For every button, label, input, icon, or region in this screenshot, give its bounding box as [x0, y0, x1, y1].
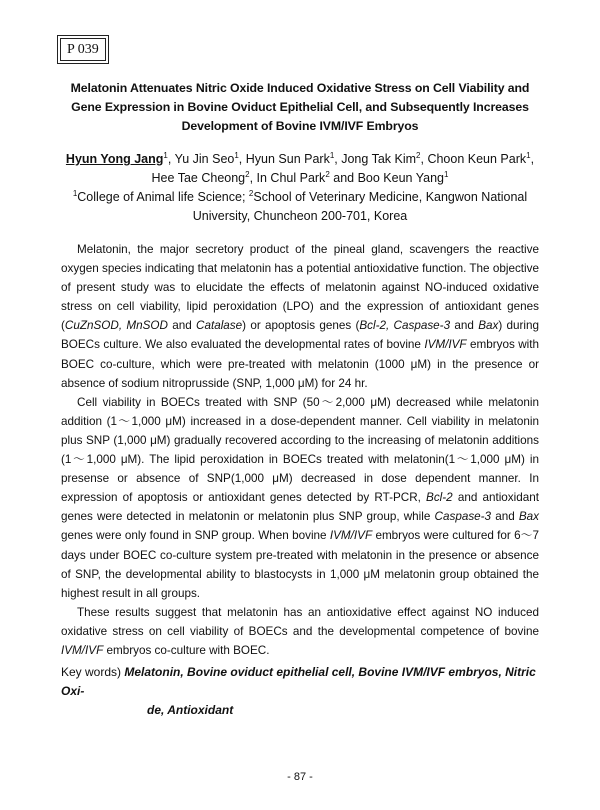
keywords-section	[61, 663, 539, 720]
abstract-paragraph: These results suggest that melatonin has an antioxidative effect against NO induced oxidative stress on cell viability of BOECs and the developmental competence of bovine IVM/IVF embryos co-culture with BOEC.	[61, 605, 539, 657]
abstract-paragraph: Cell viability in BOECs treated with SNP (50～2,000 μM) decreased while melatonin addition (1～1,000 μM) increased in a dose-dependent manner. Cell viability in melatonin plus SNP (1,000 μM) gradually recovered according to the increasing of melatonin additions (1～1,000 μM). The lipid peroxidation in BOECs treated with melatonin(1～1,000 μM) in presense or absence of SNP(1,000 μM) decreased in dose dependent manner. In expression of apoptosis or antioxidant genes detected by RT-PCR, Bcl-2 and antioxidant genes were detected in melatonin or melatonin plus SNP group, while Caspase-3 and Bax genes were only found in SNP group. When bovine IVM/IVF embryos were cultured for 6～7 days under BOEC co-culture system pre-treated with melatonin in the presence or absence of SNP, the developmental ability to blastocysts in 1,000 μM melatonin group obtained the highest result in all groups.	[61, 395, 540, 600]
affiliation: School of Veterinary Medicine, Kangwon National	[253, 190, 528, 204]
keywords-text: Melatonin, Bovine oviduct epithelial cell, Bovine IVM/IVF embryos, Nitric Oxi-	[61, 665, 536, 698]
title-line: Melatonin Attenuates Nitric Oxide Induced Oxidative Stress on Cell Viability and	[70, 81, 530, 95]
author: Boo Keun Yang	[357, 171, 444, 185]
gene-name: Bax	[478, 319, 499, 333]
affiliation-line: University, Chuncheon 200-701, Korea	[192, 209, 408, 223]
term: IVM/IVF	[61, 643, 104, 657]
paper-title	[60, 79, 540, 136]
abstract-paragraph: Melatonin, the major secretory product of the pineal gland, scavengers the reactive oxygen species indicating that melatonin has a potential antioxidative function. The objective of present study was to elucidate the effects of melatonin against NO-induced oxidative stress on cell viability, lipid peroxidation (LPO) and the expression of antioxidant genes (CuZnSOD, MnSOD and Catalase) or apoptosis genes (Bcl-2, Caspase-3 and Bax) during BOECs culture. We also evaluated the developmental rates of bovine IVM/IVF embryos with BOEC co-culture, which were pre-treated with melatonin (1000 μM) in the presence or absence of sodium nitroprusside (SNP, 1,000 μM) for 24 hr.	[61, 243, 540, 390]
affiliation-line: $^1$College of Animal life Science; $^2$School of Veterinary Medicine, Kangwon National	[72, 188, 528, 204]
author: Choon Keun Park	[427, 152, 527, 166]
title-line: Gene Expression in Bovine Oviduct Epithelial Cell, and Subsequently Increases	[71, 100, 529, 114]
page-number: - 87 -	[287, 771, 313, 783]
abstract-body	[61, 240, 539, 660]
gene-name: Bax	[518, 510, 540, 524]
term: IVM/IVF	[329, 529, 373, 543]
gene-name: Bcl-2	[426, 491, 453, 505]
gene-name: Caspase-3	[434, 510, 492, 524]
abstract-code: P 039	[60, 38, 106, 61]
title-line: Development of Bovine IVM/IVF Embryos	[181, 119, 419, 133]
author: Hyun Sun Park	[245, 152, 330, 166]
author: Hee Tae Cheong	[151, 171, 246, 185]
author: Jong Tak Kim	[341, 152, 417, 166]
keywords-label: Key words)	[61, 665, 122, 679]
author: Yu Jin Seo	[174, 152, 235, 166]
keywords-text: de, Antioxidant	[147, 703, 234, 717]
author-line: Hee Tae Cheong$^2$, In Chul Park$^2$ and Boo Keun Yang$^1$	[151, 169, 449, 185]
gene-name: Catalase	[196, 319, 243, 333]
affiliation: College of Animal life Science;	[77, 190, 246, 204]
presenting-author: Hyun Yong Jang	[65, 152, 164, 166]
gene-name: Bcl-2, Caspase-3	[359, 319, 451, 333]
author: In Chul Park	[256, 171, 326, 185]
author-block	[60, 150, 540, 226]
gene-name: CuZnSOD, MnSOD	[64, 319, 168, 333]
term: IVM/IVF	[424, 338, 467, 352]
author-line: Hyun Yong Jang$^1$, Yu Jin Seo$^1$, Hyun Sun Park$^1$, Jong Tak Kim$^2$, Choon Keun Park$^1$,	[65, 150, 535, 166]
